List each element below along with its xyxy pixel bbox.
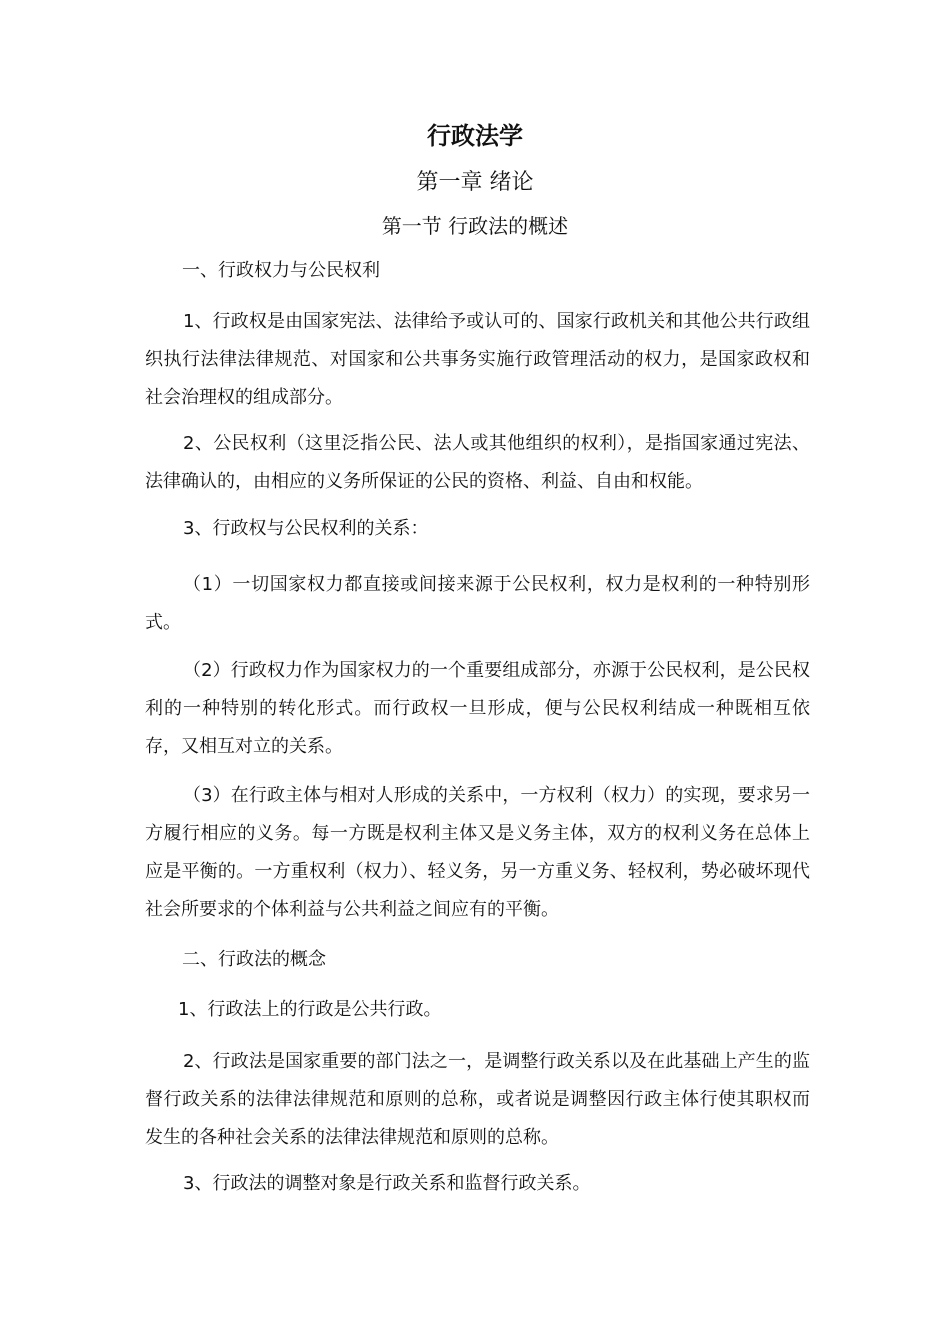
paragraph: 2、公民权利（这里泛指公民、法人或其他组织的权利），是指国家通过宪法、法律确认的，由相应的义务所保证的公民的资格、利益、自由和权能。 xyxy=(145,433,810,492)
paragraph: 2、行政法是国家重要的部门法之一，是调整行政关系以及在此基础上产生的监督行政关系的法律法律规范和原则的总称，或者说是调整因行政主体行使其职权而发生的各种社会关系的法律法律规范和原则的总称。 xyxy=(145,1051,810,1148)
part1-heading: 一、行政权力与公民权利 xyxy=(182,260,380,281)
paragraph: （3）在行政主体与相对人形成的关系中，一方权利（权力）的实现，要求另一方履行相应的义务。每一方既是权利主体又是义务主体，双方的权利义务在总体上应是平衡的。一方重权利（权力）、轻义务，另一方重义务、轻权利，势必破坏现代社会所要求的个体利益与公共利益之间应有的平衡。 xyxy=(145,785,810,920)
paragraph: 1、行政权是由国家宪法、法律给予或认可的、国家行政机关和其他公共行政组织执行法律法律规范、对国家和公共事务实施行政管理活动的权力，是国家政权和社会治理权的组成部分。 xyxy=(145,311,810,408)
document-title: 行政法学 xyxy=(427,122,523,150)
paragraph: 1、行政法上的行政是公共行政。 xyxy=(178,999,442,1020)
section-title: 第一节 行政法的概述 xyxy=(381,214,569,238)
paragraph: 3、行政法的调整对象是行政关系和监督行政关系。 xyxy=(183,1173,591,1194)
chapter-title: 第一章 绪论 xyxy=(416,170,534,195)
paragraph: 3、行政权与公民权利的关系： xyxy=(183,518,429,539)
paragraph: （1）一切国家权力都直接或间接来源于公民权利，权力是权利的一种特别形式。 xyxy=(145,574,810,633)
paragraph: （2）行政权力作为国家权力的一个重要组成部分，亦源于公民权利，是公民权利的一种特别的转化形式。而行政权一旦形成，便与公民权利结成一种既相互依存，又相互对立的关系。 xyxy=(145,660,810,757)
part2-heading: 二、行政法的概念 xyxy=(182,949,326,970)
